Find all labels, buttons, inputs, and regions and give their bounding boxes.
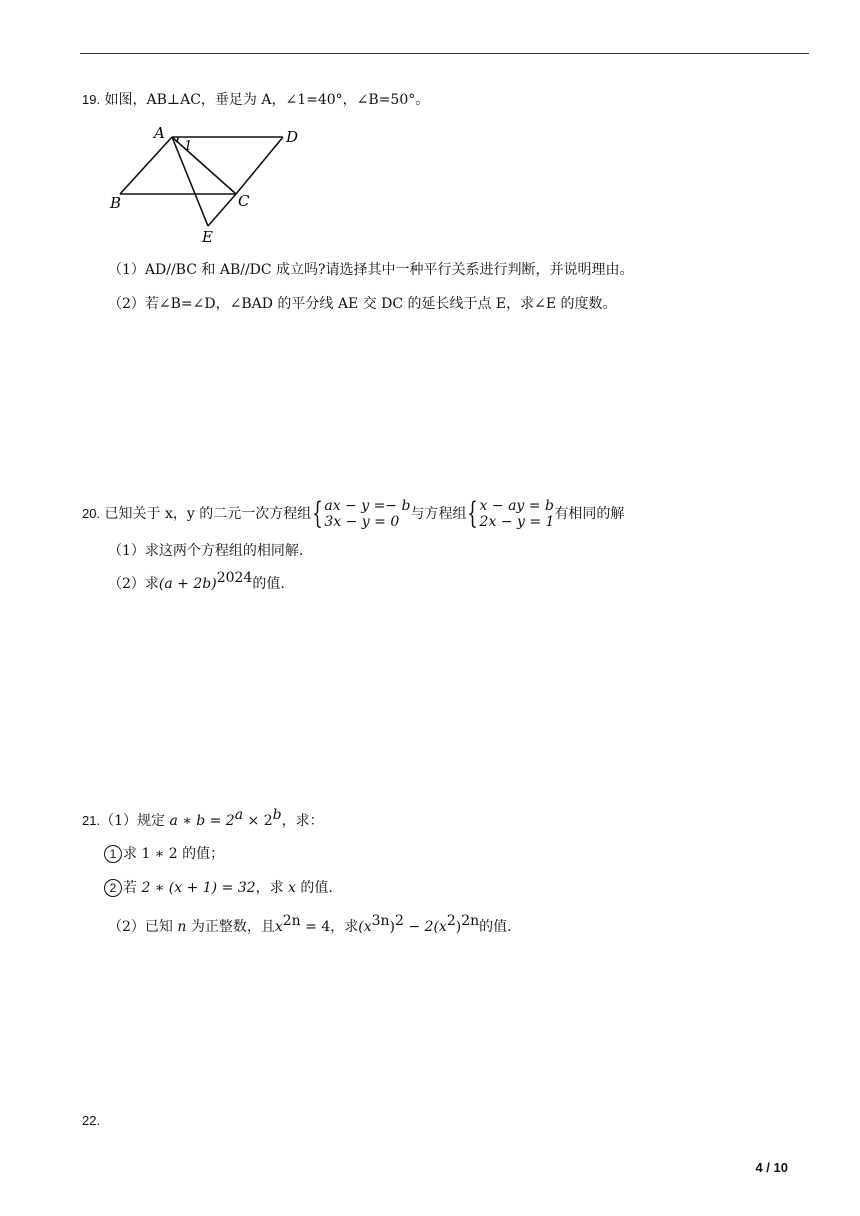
- segment-AC: [172, 137, 236, 194]
- label-C: C: [238, 192, 250, 210]
- sys2-eq2: 2x − y = 1: [479, 514, 555, 530]
- page-indicator: 4 / 10: [755, 1160, 788, 1175]
- segment-CE: [208, 194, 236, 226]
- q19-figure: [108, 122, 308, 248]
- q21-part1: 21.（1）规定 a ∗ $b = 2^a \times 2^b$，求：: [82, 807, 324, 829]
- q19-stem: [82, 91, 429, 109]
- q20-part2: （2）求$(a + 2b)^{2024}$的值.: [108, 570, 285, 592]
- segment-AB: [120, 137, 172, 194]
- label-D: D: [286, 128, 299, 146]
- q20-stem: [82, 497, 624, 531]
- q19-part2: （2）若∠B=∠D，∠BAD 的平分线 AE 交 DC 的延长线于点 E，求∠E 的度数。: [108, 296, 617, 312]
- q19-stem-text: 如图，AB⊥AC，垂足为 A，∠1=40°，∠B=50°。: [104, 92, 430, 108]
- label-angle-1: 1: [184, 139, 193, 154]
- label-A: A: [154, 124, 165, 142]
- segment-DC: [236, 137, 283, 194]
- q19-number: 19.: [82, 92, 101, 107]
- label-E: E: [202, 228, 213, 246]
- q20-stem-b: 与方程组: [410, 506, 467, 522]
- q21-sub2: 2 若 2 ∗ (x + 1) = 32，求 x 的值.: [104, 879, 333, 897]
- q20-expr: (a + 2b): [158, 576, 217, 592]
- q20-number: 20.: [82, 506, 101, 521]
- q21-part2: （2）已知 n 为正整数，且$x^{2n} = 4$，求$(x^{3n})^2 - 2(x^2)^{2n}$的值.: [108, 913, 512, 935]
- q20-stem-c: 有相同的解: [554, 506, 625, 522]
- sys1-eq1: ax − y =− b: [324, 498, 411, 514]
- circled-number-1: 1: [104, 845, 122, 863]
- q20-part1: （1）求这两个方程组的相同解.: [108, 543, 304, 559]
- q19-part1: （1）AD//BC 和 AB//DC 成立吗?请选择其中一种平行关系进行判断，并说明理由。: [108, 262, 634, 278]
- equation-system-2: [480, 498, 555, 530]
- q21-number: 21.: [82, 813, 101, 828]
- sys2-eq1: x − ay = b: [479, 498, 554, 514]
- header-rule: [80, 53, 809, 54]
- brace-2: {: [467, 496, 479, 531]
- brace-1: {: [312, 496, 324, 531]
- q21-sub1: 1 求 1 ∗ 2 的值；: [104, 845, 224, 863]
- circled-number-2: 2: [104, 879, 122, 897]
- equation-system-1: [324, 498, 410, 530]
- sys1-eq2: 3x − y = 0: [324, 514, 400, 530]
- label-B: B: [110, 194, 122, 212]
- q20-stem-a: 已知关于 x，y 的二元一次方程组: [104, 506, 312, 522]
- q22-number: 22.: [82, 1113, 101, 1128]
